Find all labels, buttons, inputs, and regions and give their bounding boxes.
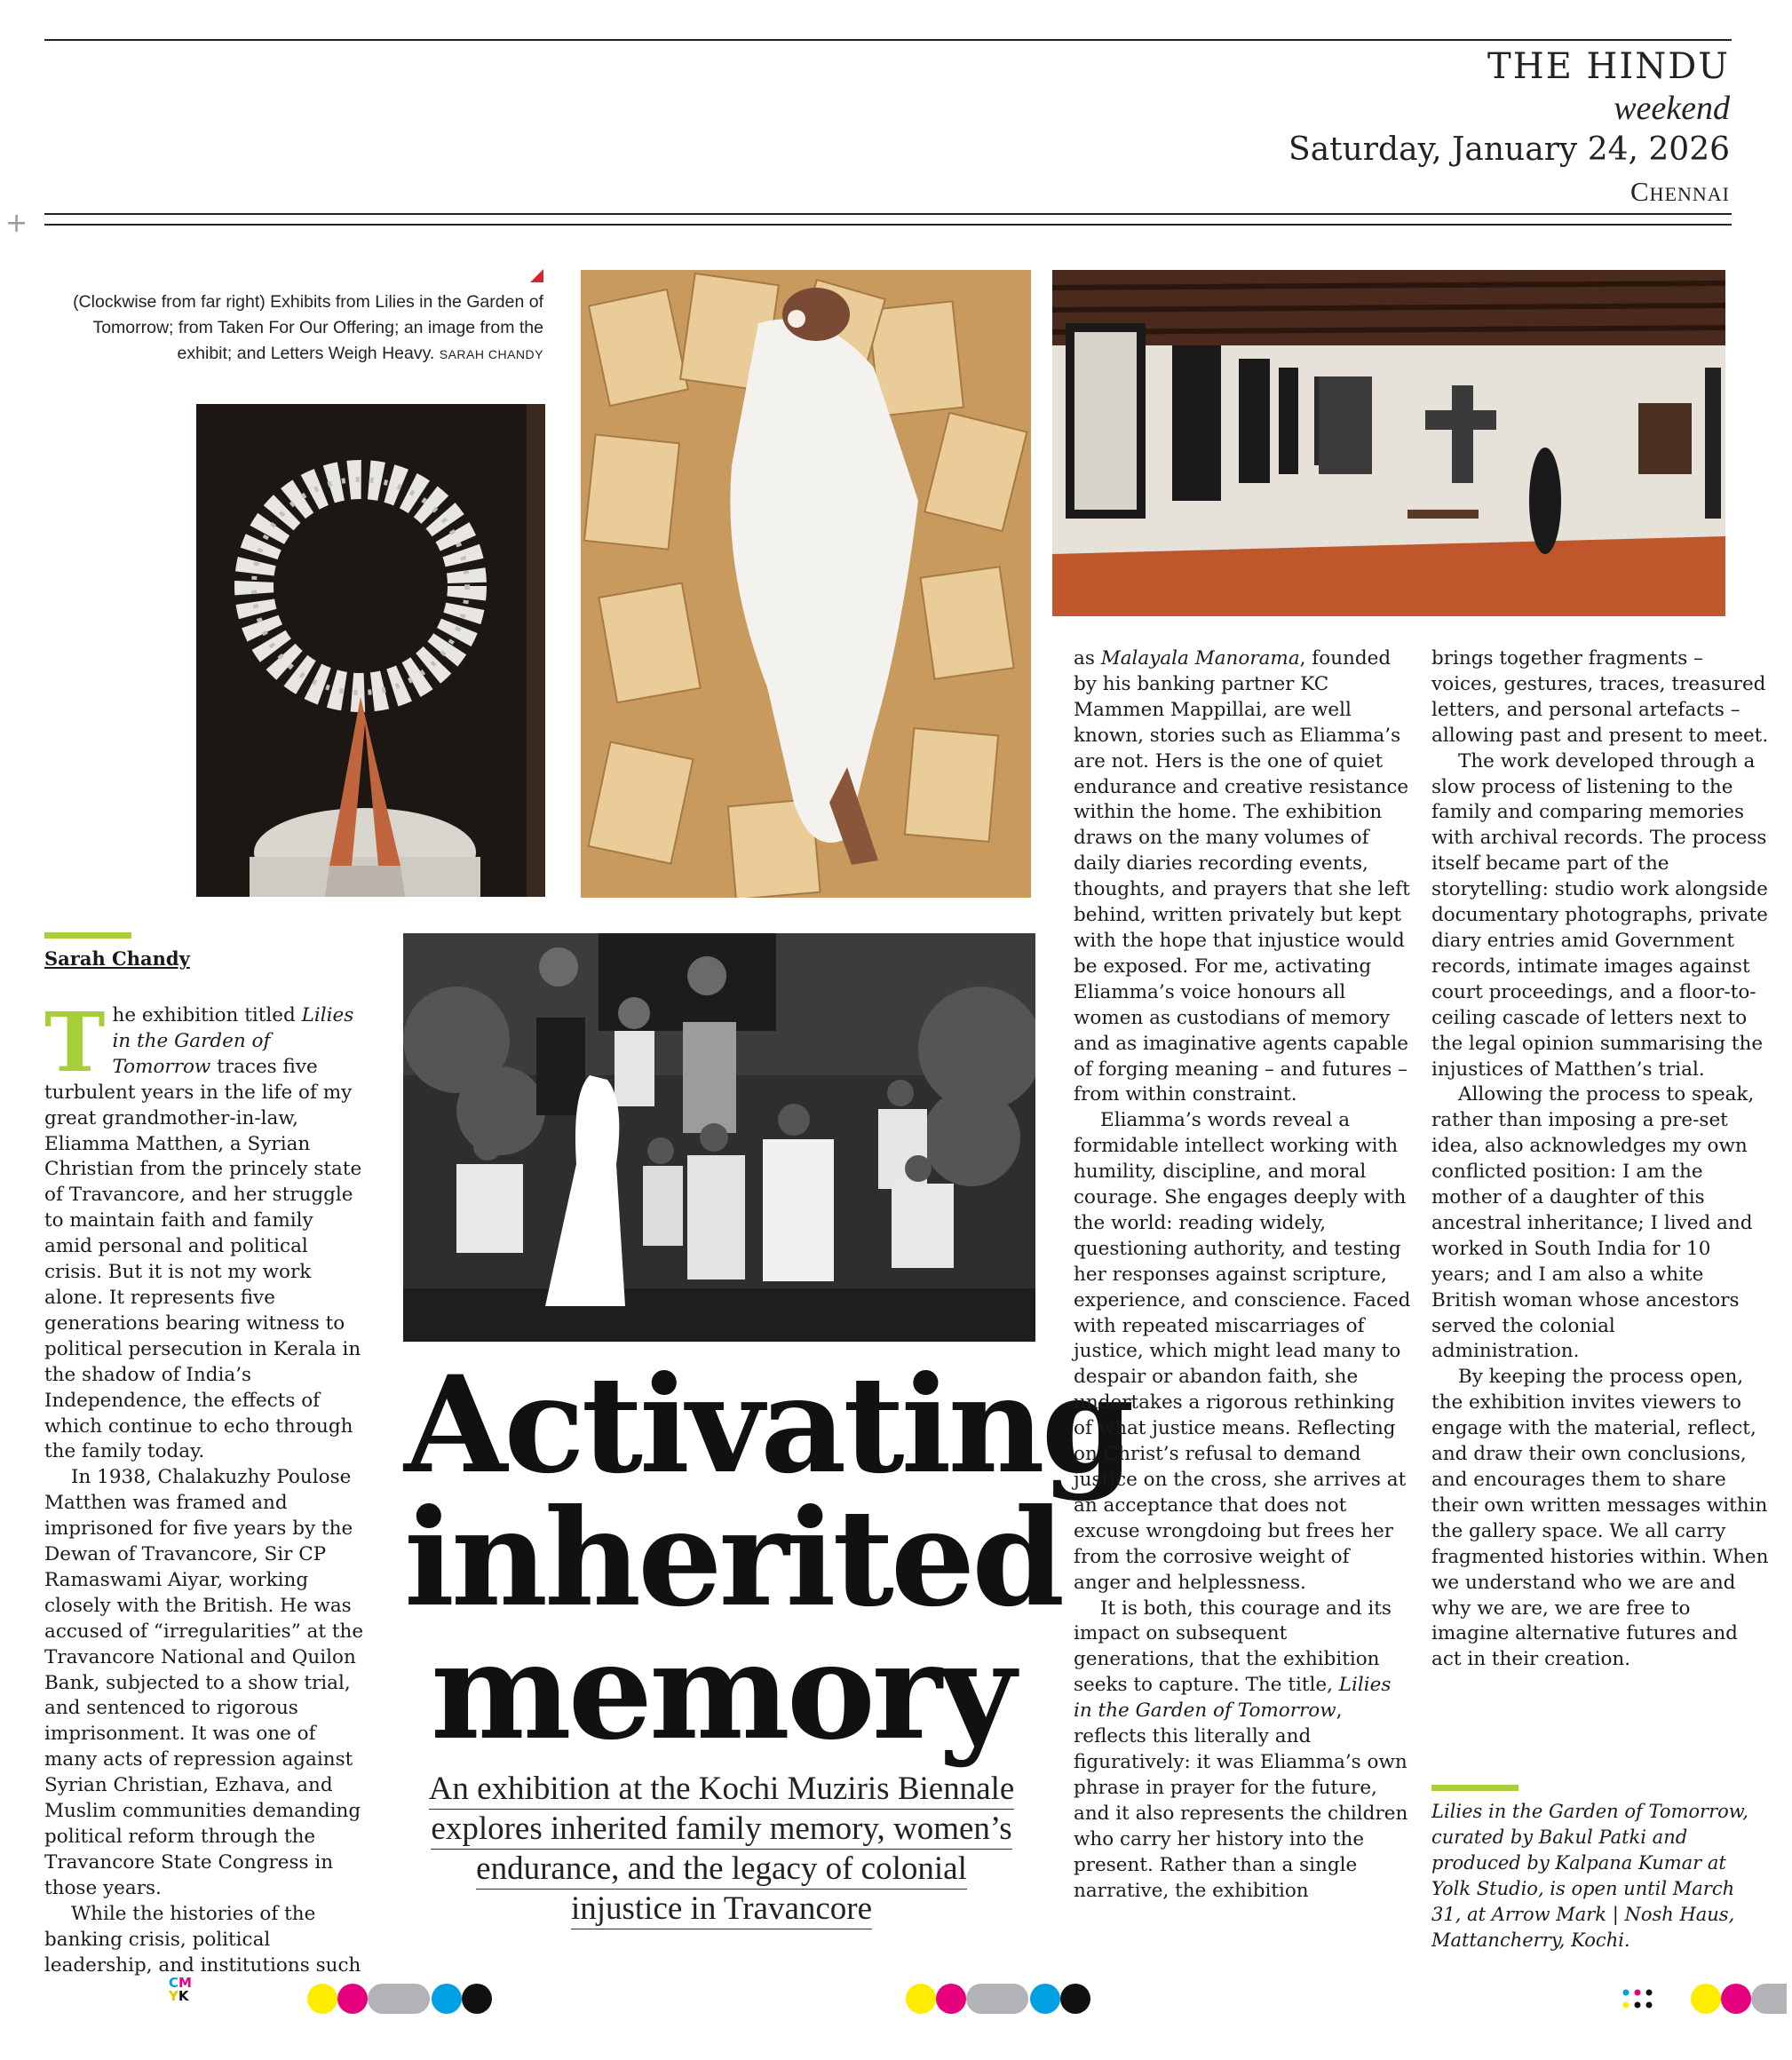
exhibition-info: Lilies in the Garden of Tomorrow, curated by Bakul Patki and produced by Kalpana Kumar at Yolk Studio, is open until March 31, at Arrow Mark | Nosh Haus, Mattancherry, Kochi. [1431,1801,1748,1951]
top-rule [44,39,1732,41]
paragraph: Allowing the process to speak, rather than imposing a pre-set idea, also acknowledges my own conflicted position: I am the mother of a daughter of this ancestral inheritance; I lived and worked in South India for 10 years; and I am also a white British woman whose ancestors served the colonial administration. [1431,1083,1755,1363]
publication-name: Malayala Manorama [1100,647,1300,670]
paragraph [1074,1596,1411,1905]
color-dot-grey [1751,1984,1787,2014]
text-run: as [1074,647,1101,670]
color-dot-yellow [1691,1984,1721,2014]
infobox-accent-bar [1431,1785,1518,1791]
photo-credit: SARAH CHANDY [439,347,543,361]
text-run: he exhibition titled [112,1004,302,1026]
paragraph: The work developed through a slow process of listening to the family and comparing memories with archival records. The process itself became part of the storytelling: studio work alongside documentary photographs, private diary entries amid Government records, intimate images against court proceedings, and a floor-to-ceiling cascade of letters next to the legal opinion summarising the injustices of Matthen’s trial. [1431,749,1768,1081]
color-bar-right [1691,1984,1788,2012]
issue-date: Saturday, January 24, 2026 [1288,131,1730,168]
paragraph: While the histories of the banking crisis, political leadership, and institutions such [44,1902,361,1977]
standfirst-line: An exhibition at the Kochi Muziris Biennale [429,1770,1015,1810]
paragraph [44,994,366,1465]
color-bar-center [906,1984,1101,2012]
headline [404,1347,1131,1770]
color-dot-grey [966,1984,1028,2014]
registration-dots-icon [1622,1987,1657,2014]
caption-pointer-icon [530,269,543,282]
text-run: traces five turbulent years in the life of my great grandmother-in-law, Eliamma Matthen, a Syrian Christian from the princely state of Travancore, and her struggle to maintain faith and family amid personal and political crisis. But it is not my work alone. It represents five generations bearing witness to political persecution in Kerala in the shadow of India’s Independence, the effects of which continue to echo through the family today. [44,1055,362,1463]
headline-line: inherited [404,1480,1062,1636]
paragraph: Eliamma’s words reveal a formidable intellect working with humility, discipline, and moral courage. She engages deeply with the world: reading widely, questioning authority, and testing her responses against scripture, experience, and conscience. Faced with repeated miscarriages of justice, which might lead many to despair or abandon faith, she undertakes a rigorous rethinking of what justice means. Reflecting on Christ’s refusal to demand justice on the cross, she arrives at an acceptance that does not excuse wrongdoing but frees her from the corrosive weight of anger and helplessness. [1074,1109,1411,1594]
headline-line: Activating [404,1347,1131,1503]
paragraph: In 1938, Chalakuzhy Poulose Matthen was framed and imprisoned for five years by the Dewan of Travancore, Sir CP Ramaswami Aiyar, working closely with the British. He was accused of “irregularities” at the Travancore National and Quilon Bank, subjected to a show trial, and sentenced to rigorous imprisonment. It was one of many acts of repression against Syrian Christian, Ezhava, and Muslim communities demanding political reform through the Travancore State Congress in those years. [44,1466,364,1899]
cmyk-mark [169,1977,192,2003]
exhibition-title: Lilies in the Garden of Tomorrow [112,1004,354,1078]
color-dot-yellow [307,1984,337,2014]
photo-gallery [1052,270,1725,616]
paper-name: THE HINDU [1487,46,1730,87]
color-dot-cyan [1030,1984,1060,2014]
body-column-3 [1074,646,1411,1904]
paragraph: By keeping the process open, the exhibition invites viewers to engage with the material, reflect, and draw their own conclusions, and encourages them to share their own written messages within the gallery space. We all carry fragmented histories within. When we understand who we are and why we are, we are free to imagine alternative futures and act in their creation. [1431,1366,1769,1671]
color-dot-magenta [936,1984,966,2014]
color-dot-black [1060,1984,1090,2014]
masthead-rule-1 [44,213,1732,215]
cmyk-m: M [178,1975,192,1991]
masthead-rule-2 [44,224,1732,226]
crop-mark-icon: + [5,208,28,239]
standfirst [404,1770,1039,1929]
byline-accent-bar [44,932,131,939]
photo-offering [196,404,545,897]
color-dot-cyan [432,1984,462,2014]
caption-text: (Clockwise from far right) Exhibits from Lilies in the Garden of Tomorrow; from Taken For Our Offering; an image from the exhibit; and Letters Weigh Heavy. [73,292,543,363]
body-column-1 [44,994,366,1978]
cmyk-c: C [169,1975,179,1991]
color-dot-magenta [1721,1984,1751,2014]
photo-family-portrait [403,933,1035,1342]
paragraph: brings together fragments – voices, gestures, traces, treasured letters, and personal artefacts – allowing past and present to meet. [1431,647,1769,747]
cmyk-k: K [178,1988,189,2004]
text-run: , reflects this literally and figuratively: it was Eliamma’s own phrase in prayer for the future, and it also represents the children who carry her history into the present. Rather than a single narrative, the exhibition [1074,1700,1408,1902]
byline: Sarah Chandy [44,947,190,970]
photo-caption [62,289,543,368]
edition-name: weekend [1614,90,1730,127]
headline-line: memory [430,1613,1013,1770]
paragraph [1074,646,1411,1108]
text-run: , founded by his banking partner KC Mammen Mappillai, are well known, stories such as Eliamma’s are not. Hers is the one of quiet endurance and creative resistance within the home. The exhibition draws on the many volumes of daily diaries recording events, thoughts, and prayers that she left behind, written privately but kept with the hope that injustice would be exposed. For me, activating Eliamma’s voice honours all women as custodians of memory and as imaginative agents capable of forging meaning – and futures – from within constraint. [1074,647,1410,1106]
standfirst-line: injustice in Travancore [571,1890,872,1929]
edition-city: Chennai [1630,176,1730,207]
text-run: It is both, this courage and its impact on subsequent generations, that the exhibition seeks to capture. The title, [1074,1596,1392,1697]
color-dot-grey [368,1984,430,2014]
body-column-4 [1431,646,1769,1673]
color-dot-yellow [906,1984,936,2014]
exhibition-title: Lilies in the Garden of Tomorrow [1074,1674,1392,1723]
standfirst-line: explores inherited family memory, women’s [431,1810,1011,1850]
standfirst-line: endurance, and the legacy of colonial [476,1850,967,1890]
cmyk-y: Y [169,1988,178,2004]
color-dot-black [462,1984,492,2014]
photo-letters [581,270,1031,898]
color-bar-left [307,1984,503,2012]
color-dot-magenta [337,1984,368,2014]
drop-cap: T [44,994,106,1090]
